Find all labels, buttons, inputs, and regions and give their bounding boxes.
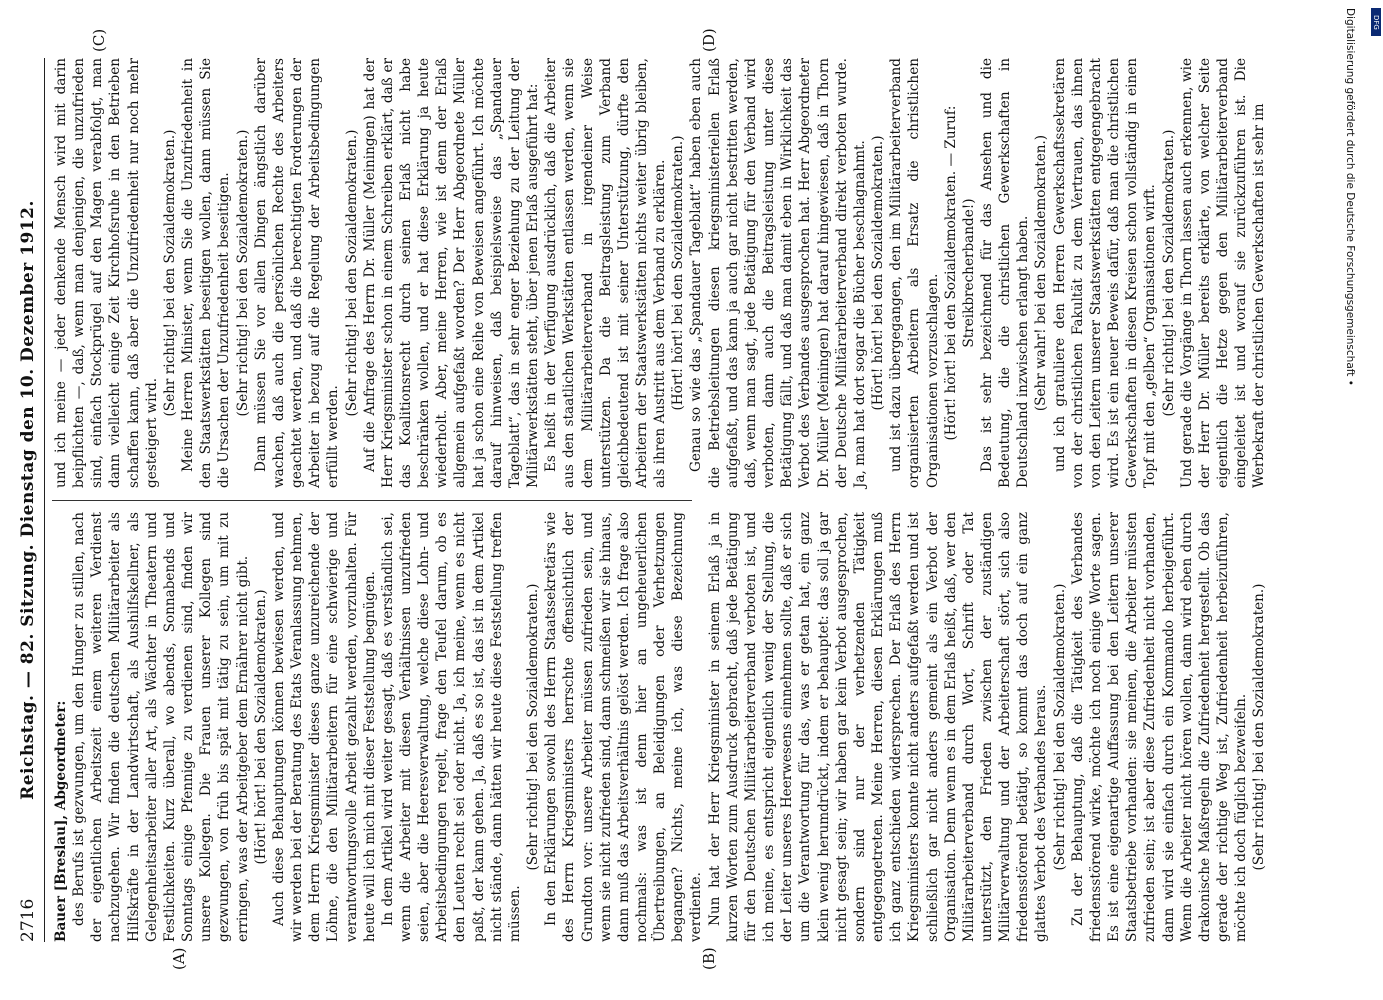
dfg-credit-note: Digitalisierung gefördert durch die Deutsche Forschungsgemeinschaft • bbox=[1344, 8, 1356, 386]
interjection: (Sehr richtig! bei den Sozialdemokraten.) bbox=[1251, 583, 1268, 871]
paragraph: Meine Herren Minister, wenn Sie die Unzufriedenheit in den Staatswerkstätten beseitigen wollen, dann müssen Sie die Ursachen der Unzufriedenheit beseitigen. bbox=[180, 58, 233, 488]
interjection: (Sehr richtig! bei den Sozialdemokraten.) bbox=[343, 129, 360, 417]
paragraph: Auch diese Behauptungen können bewiesen werden, und wir werden bei der Beratung des Etats Veranlassung nehmen, dem Herrn Kriegsminister dieses ganze unzureichende der Löhne, die den Militärarbeitern für eine schwierige und verantwortungsvolle Arbeit gezahlt werden, vorzuhalten. Für heute will ich mich mit dieser Feststellung begnügen. bbox=[270, 512, 378, 942]
interjection: (Hört! hört! bei den Sozialdemokraten.) bbox=[670, 135, 687, 411]
paragraph: In den Erklärungen sowohl des Herrn Staatssekretärs wie des Herrn Kriegsministers herrschte offensichtlich der Grundton vor: unsere Arbeiter müssen zufrieden sein, und wenn sie nicht zufrieden sind, dann schmeißen wir sie hinaus, dann muß das Arbeitsverhältnis gelöst werden. Ich frage also nochmals: was ist denn hier an ungeheuerlichen Übertreibungen, an Beleidigungen oder Verhetzungen begangen? Nichts, meine ich, was diese Bezeichnung verdiente. bbox=[543, 512, 705, 942]
interjection: (Sehr richtig! bei den Sozialdemokraten.) bbox=[1051, 583, 1068, 871]
margin-letter-d: (D) bbox=[700, 28, 718, 52]
right-text-column bbox=[52, 58, 1268, 488]
margin-letter-b: (B) bbox=[700, 947, 718, 970]
paragraph: Es heißt in der Verfügung ausdrücklich, daß die Arbeiter aus den staatlichen Werkstätten entlassen werden, wenn sie dem Militärarbeiterverband in irgendeiner Weise unterstützen. Da die Beitragsleistung zum Verband gleichbedeutend ist mit seiner Unterstützung, dürfte den Arbeitern der Staatswerkstätten nichts weiter übrig bleiben, als ihren Austritt aus dem Verband zu erklären. bbox=[543, 58, 669, 488]
interjection: (Sehr richtig! bei den Sozialdemokraten.) bbox=[161, 129, 178, 417]
paragraph: und ich meine — jeder denkende Mensch wird mit darin beipflichten —, daß, wenn man denjenigen, die unzufrieden sind, einfach Stockprügel auf den Magen verabfolgt, man dann vielleicht einige Zeit Kirchhofsruhe in den Betrieben schaffen kann, daß aber die Unzufriedenheit nur noch mehr gesteigert wird. bbox=[53, 58, 160, 488]
interjection: (Sehr richtig! bei den Sozialdemokraten.) bbox=[234, 129, 251, 417]
interjection: (Hört! hört! bei den Sozialdemokraten. — Zuruf: Streikbrecherbande!) bbox=[942, 105, 977, 441]
paragraph: und ich gratuliere den Herren Gewerkschaftssekretären von der christlichen Fakultät zu dem Vertrauen, das ihnen von den Leitern unserer Staatswerkstätten entgegengebracht wird. Es ist ein neuer Beweis dafür, daß man die christlichen Gewerkschaften in diesen Kreisen schon vollständig in einen Topf mit den „gelben“ Organisationen wirft. bbox=[1051, 58, 1159, 488]
margin-letter-c: (C) bbox=[90, 28, 108, 52]
interjection: (Sehr richtig! bei den Sozialdemokraten.) bbox=[525, 583, 542, 871]
running-title: Reichstag. — 82. Sitzung. Dienstag den 10. Dezember 1912. bbox=[18, 200, 38, 800]
paragraph: Genau so wie das „Spandauer Tageblatt“ haben eben auch die Betriebsleitungen diesen kriegsministeriellen Erlaß aufgefaßt, und das kann ja auch gar nicht bestritten werden, daß, wenn man sagt, jede Betätigung für den Verband wird verboten, dann auch die Beitragsleistung unter diese Betätigung fällt, und daß man damit eben in Wirklichkeit das Verbot des Verbandes ausgesprochen hat. Herr Abgeordneter Dr. Müller (Meiningen) hat darauf hingewiesen, daß in Thorn der Deutsche Militärarbeiterverband direkt verboten wurde. Ja, man hat dort sogar die Bücher beschlagnahmt. bbox=[688, 58, 868, 488]
paragraph: In dem Artikel wird weiter gesagt, daß es verständlich sei, wenn die Arbeiter mit diesen Verhältnissen unzufrieden seien, aber die Heeresverwaltung, welche diese Lohn- und Arbeitsbedingungen regelt, frage den Teufel darum, ob es den Leuten recht sei oder nicht. Ja, ich meine, wenn es nicht paßt, der kann gehen. Ja, daß es so ist, das ist in dem Artikel nicht stände, dann hätten wir heute diese Feststellung treffen müssen. bbox=[379, 512, 523, 942]
column-divider bbox=[52, 500, 692, 501]
paragraph: Auf die Anfrage des Herrn Dr. Müller (Meiningen) hat der Herr Kriegsminister schon in einem Schreiben erklärt, daß er das Koalitionsrecht durch seinen Erlaß nicht habe beschränken wollen, und er hat diese Erklärung ja heute wiederholt. Aber, meine Herren, wie ist denn der Erlaß allgemein aufgefaßt worden? Der Herr Abgeordnete Müller hat ja schon eine Reihe von Beweisen angeführt. Ich möchte darauf hinweisen, daß beispielsweise das „Spandauer Tageblatt“, das in sehr enger Beziehung zu der Leitung der Militärwerkstätten steht, über jenen Erlaß ausgeführt hat: bbox=[361, 58, 542, 488]
interjection: (Hört! hört! bei den Sozialdemokraten.) bbox=[870, 135, 887, 411]
interjection: (Hört! hört! bei den Sozialdemokraten.) bbox=[252, 589, 269, 865]
paragraph: Nun hat der Herr Kriegsminister in seinem Erlaß ja in kurzen Worten zum Ausdruck gebracht, daß jede Betätigung für den Deutschen Militärarbeiterverband verboten ist, und ich meine, es entspricht eigentlich wenig der Stellung, die der Leiter unseres Heerwesens einnehmen sollte, daß er sich um die Verantwortung für das, was er getan hat, ein ganz klein wenig herumdrückt, indem er behauptet: das soll ja gar nicht gesagt sein; wir haben gar kein Verbot ausgesprochen, sondern sind nur der verhetzenden Tätigkeit entgegengetreten. Meine Herren, diesen Erklärungen muß ich ganz entschieden widersprechen. Der Erlaß des Herrn Kriegsministers konnte nicht anders aufgefaßt werden und ist schließlich gar nicht anders gemeint als ein Verbot der Organisation. Denn wenn es in dem Erlaß heißt, daß, wer den Militärarbeiterverband durch Wort, Schrift oder Tat unterstützt, den Frieden zwischen der zuständigen Militärverwaltung und der Arbeiterschaft stört, sich also friedensstörend betätigt, so kommt das doch auf ein ganz glattes Verbot des Verbandes heraus. bbox=[706, 512, 1050, 942]
paragraph: Dann müssen Sie vor allen Dingen ängstlich darüber wachen, daß auch die persönlichen Rechte des Arbeiters geachtet werden, und daß die berechtigten Forderungen der Arbeiter in bezug auf die Regelung der Arbeitsbedingungen erfüllt werden. bbox=[252, 58, 342, 488]
paragraph: des Berufs ist gezwungen, um den Hunger zu stillen, nach der eigentlichen Arbeitszeit einem weiteren Verdienst nachzugehen. Wir finden die deutschen Militärarbeiter als Hilfskräfte in der Landwirtschaft, als Aushilfskellner, als Gelegenheitsarbeiter aller Art, als Wächter in Theatern und Festlichkeiten. Kurz überall, wo abends, Sonnabends und Sonntags einige Pfennige zu verdienen sind, finden wir unsere Kollegen. Die Frauen unserer Kollegen sind gezwungen, von früh bis spät mit tätig zu sein, um mit zu erringen, was der Arbeitgeber dem Ernährer nicht gibt. bbox=[71, 512, 251, 942]
paragraph: Das ist sehr bezeichnend für das Ansehen und die Bedeutung, die die christlichen Gewerkschaften in Deutschland inzwischen erlangt haben. bbox=[978, 58, 1032, 488]
paragraph: Bauer [Breslau], Abgeordneter: bbox=[53, 700, 69, 942]
paragraph: Und gerade die Vorgänge in Thorn lassen auch erkennen, wie der Herr Dr. Müller bereits erklärte, von welcher Seite eigentlich die Hetze gegen den Militärarbeiterverband eingeleitet ist und worauf sie zurückzuführen ist. Die Werbekraft der christlichen Gewerkschaften ist sehr im bbox=[1178, 58, 1268, 488]
paragraph: und ist dazu übergegangen, den im Militärarbeiterverband organisierten Arbeitern als Ersatz die christlichen Organisationen vorzuschlagen. bbox=[888, 58, 941, 488]
page-header bbox=[14, 58, 45, 942]
interjection: (Sehr richtig! bei den Sozialdemokraten.) bbox=[1160, 129, 1177, 417]
page-number: 2716 bbox=[18, 898, 38, 942]
margin-letter-a: (A) bbox=[170, 947, 188, 970]
dfg-badge: DFG bbox=[1371, 8, 1381, 36]
paragraph: Zu der Behauptung, daß die Tätigkeit des Verbandes friedensstörend wirke, möchte ich noch einige Worte sagen. Es ist eine eigenartige Auffassung bei den Leitern unserer Staatsbetriebe vorhanden: sie meinen, die Arbeiter müssten zufrieden sein; ist aber diese Zufriedenheit nicht vorhanden, dann wird sie einfach durch ein Kommando herbeigeführt. Wenn die Arbeiter nicht hören wollen, dann wird eben durch drakonische Maßregeln die Zufriedenheit hergestellt. Ob das gerade der richtige Weg ist, Zufriedenheit herbeizuführen, möchte ich doch füglich bezweifeln. bbox=[1069, 512, 1250, 942]
interjection: (Sehr wahr! bei den Sozialdemokraten.) bbox=[1033, 134, 1050, 412]
left-text-column bbox=[52, 512, 1268, 942]
